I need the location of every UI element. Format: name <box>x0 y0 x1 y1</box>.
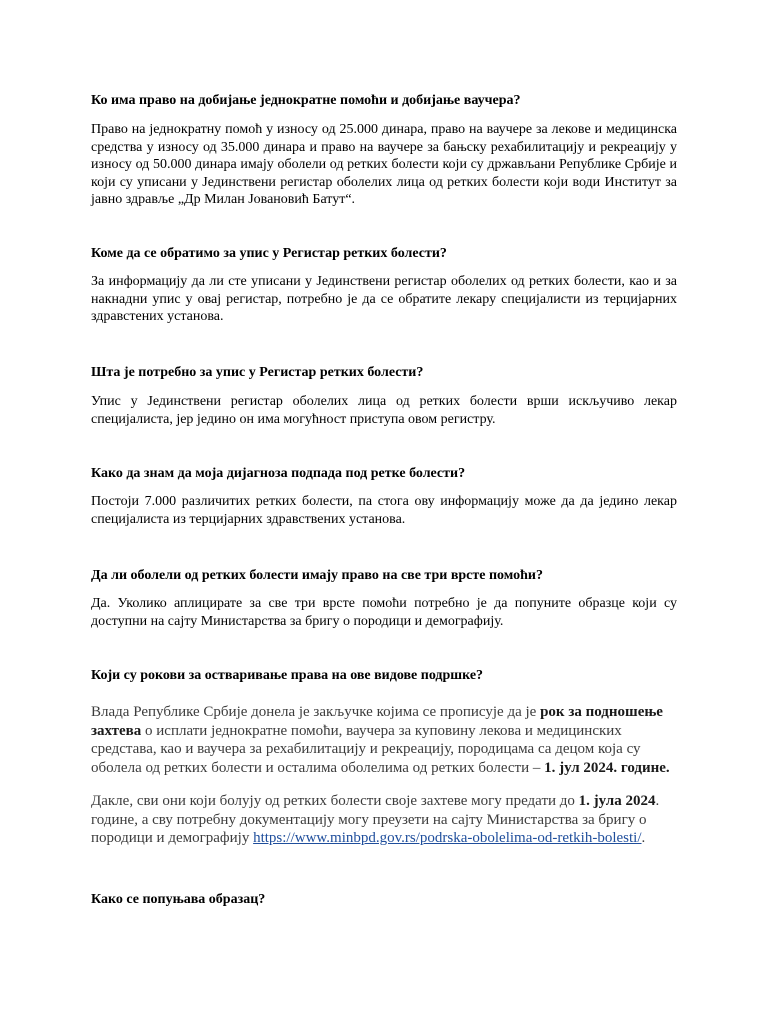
deadline-date: 1. јул 2024. године. <box>544 759 670 776</box>
answer-paragraph: Упис у Јединствени регистар оболелих лица од ретких болести врши искључиво лекар специјалиста, јер једино он има могућност приступа овом регистру. <box>91 394 677 427</box>
answer-paragraph: Постоји 7.000 различитих ретких болести, па стога ову информацију може да да једино лекар специјалиста из терцијарних здравствених установа. <box>91 494 677 527</box>
submission-text: . године, а сву потребну документацију могу преузети на сајту Министарства за бригу о породици и демографију <box>91 793 660 846</box>
answer-paragraph: Да. Уколико аплицирате за све три врсте помоћи потребно је да попуните образце који су доступни на сајту Министарства за бригу о породици и демографију. <box>91 596 677 629</box>
question-heading: Коме да се обратимо за упис у Регистар ретких болести? <box>91 246 447 261</box>
deadline-paragraph <box>91 703 681 777</box>
answer-paragraph: За информацију да ли сте уписани у Јединствени регистар оболелих од ретких болести, као и за накнадни упис у овај регистар, потребно је да се обратите лекару специјалисти из терцијарних здравстених установа. <box>91 274 677 324</box>
question-heading: Да ли оболели од ретких болести имају право на све три врсте помоћи? <box>91 568 543 583</box>
question-heading: Како да знам да моја дијагноза подпада под ретке болести? <box>91 466 466 481</box>
submission-text: Дакле, сви они који болују од ретких болести своје захтеве могу предати до <box>91 793 579 809</box>
question-heading: Ко има право на добијање једнократне помоћи и добијање ваучера? <box>91 93 521 108</box>
answer-paragraph: Право на једнократну помоћ у износу од 25.000 динара, право на ваучере за лекове и медицинска средства у износу од 35.000 динара и право на ваучере за бањску рехабилитацију и рекреацију у износу од 50.000 динара имају оболели од ретких болести који су држављани Републике Србије и који су уписани у Јединствени регистар оболелих лица од ретких болести који води Институт за јавно здравље „Др Милан Јовановић Батут“. <box>91 122 677 207</box>
deadline-text: Влада Републике Србије донела је закључке којима се прописује да је <box>91 704 541 720</box>
question-heading: Шта је потребно за упис у Регистар ретких болести? <box>91 365 424 380</box>
deadline-text: о исплати једнократне помоћи, ваучера за куповину лекова и медицинских средстава, као и ваучера за рехабилитацију и рекреацију, породицама са децом која су оболела од ретких болести и осталима оболелима од ретких болести – <box>91 722 641 776</box>
submission-paragraph <box>91 792 681 848</box>
question-heading: Који су рокови за остваривање права на ове видове подршке? <box>91 668 484 683</box>
submission-date: 1. јула 2024 <box>578 793 656 809</box>
ministry-link[interactable]: https://www.minbpd.gov.rs/podrska-obolelima-od-retkih-bolesti/ <box>253 830 642 846</box>
submission-text: . <box>641 830 646 846</box>
deadline-bold-text: рок за подношење захтева <box>91 704 663 739</box>
question-heading: Како се попуњава образац? <box>91 892 266 907</box>
